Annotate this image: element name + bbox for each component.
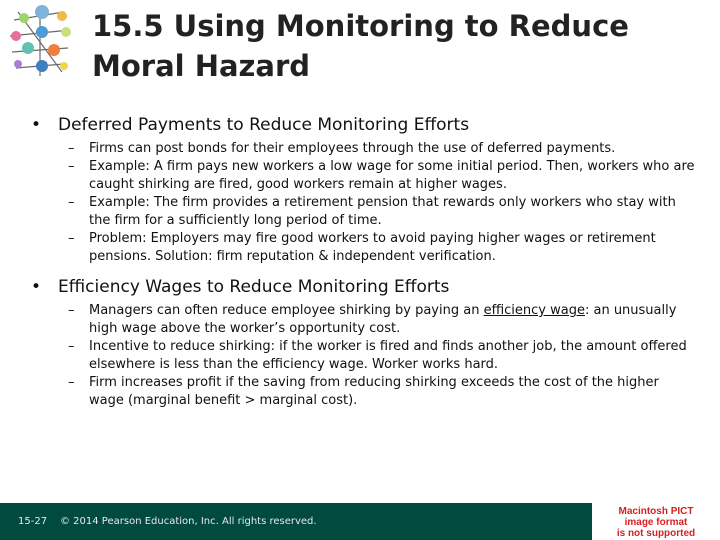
placeholder-line-1: Macintosh PICT — [618, 506, 694, 517]
list-item-text: Managers can often reduce employee shirking by paying an — [89, 303, 484, 318]
bullet-efficiency-wages — [0, 276, 720, 298]
list-item-text: Incentive to reduce shirking: if the worker is fired and finds another job, the amount offered elsewhere is less than the efficiency wage. Worker works hard. — [89, 339, 687, 372]
placeholder-line-2: image format — [624, 517, 688, 528]
slide-content — [0, 114, 720, 420]
title-line-2: Moral Hazard — [92, 49, 311, 83]
list-item — [0, 302, 720, 338]
unsupported-image-placeholder — [592, 503, 720, 540]
list-item — [0, 230, 720, 266]
title-line-1: 15.5 Using Monitoring to Reduce — [92, 9, 629, 43]
dash-icon: – — [68, 375, 75, 390]
sub-list-efficiency — [0, 302, 720, 410]
dash-icon: – — [68, 141, 75, 156]
list-item-text: : an unusually high wage above the worker’s opportunity cost. — [89, 303, 677, 336]
copyright-text: © 2014 Pearson Education, Inc. All rights reserved. — [60, 516, 317, 527]
dash-icon: – — [68, 195, 75, 210]
list-item-text: Firms can post bonds for their employees through the use of deferred payments. — [89, 141, 616, 156]
bullet-icon: • — [31, 115, 42, 135]
list-item-text: Problem: Employers may fire good workers to avoid paying higher wages or retirement pensions. Solution: firm reputation & independent verification. — [89, 231, 656, 264]
page-number: 15-27 — [18, 516, 48, 527]
footer-bar — [0, 503, 592, 540]
list-item-text: Example: The firm provides a retirement pension that rewards only workers who stay with the firm for a sufficiently long period of time. — [89, 195, 676, 228]
list-item-text: Example: A firm pays new workers a low wage for some initial period. Then, workers who are caught shirking are fired, good workers remain at higher wages. — [89, 159, 695, 192]
bullet-heading: Efficiency Wages to Reduce Monitoring Efforts — [58, 277, 450, 297]
list-item — [0, 140, 720, 158]
list-item — [0, 338, 720, 374]
dash-icon: – — [68, 303, 75, 318]
dash-icon: – — [68, 231, 75, 246]
list-item — [0, 194, 720, 230]
list-item — [0, 158, 720, 194]
placeholder-line-3: is not supported — [616, 528, 696, 539]
sub-list-deferred — [0, 140, 720, 266]
bullet-deferred-payments — [0, 114, 720, 136]
slide-title — [92, 6, 702, 86]
bullet-icon: • — [31, 277, 42, 297]
dash-icon: – — [68, 159, 75, 174]
bullet-heading: Deferred Payments to Reduce Monitoring Efforts — [58, 115, 470, 135]
list-item — [0, 374, 720, 410]
logo-molecule-icon — [4, 2, 84, 80]
dash-icon: – — [68, 339, 75, 354]
efficiency-wage-term: efficiency wage — [483, 303, 585, 318]
list-item-text: Firm increases profit if the saving from reducing shirking exceeds the cost of the higher wage (marginal benefit > marginal cost). — [89, 375, 659, 408]
